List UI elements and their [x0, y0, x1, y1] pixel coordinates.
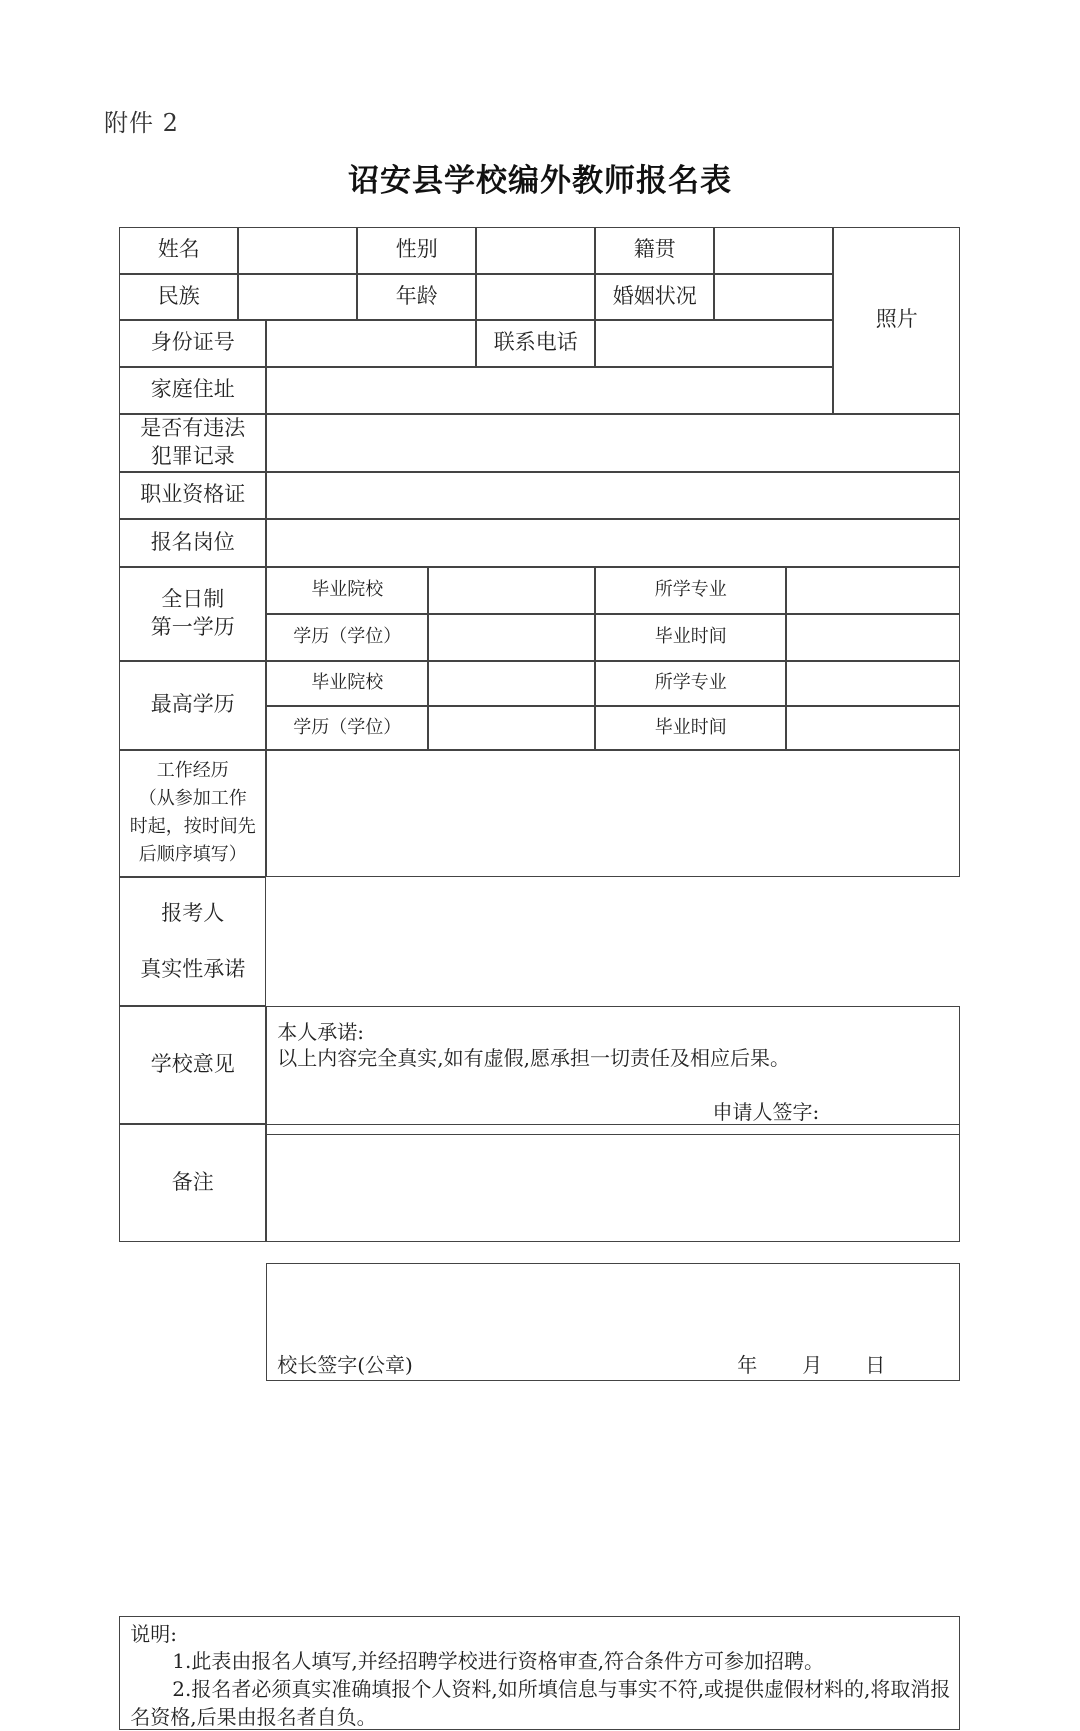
id-number-field[interactable] — [266, 320, 476, 367]
promise-heading: 本人承诺: — [277, 1019, 364, 1044]
notes-item-2: 2.报名者必须真实准确填报个人资料,如所填信息与事实不符,或提供虚假材料的,将取消报名资格,后果由报名者自负。 — [130, 1677, 951, 1729]
work-experience-label-line1: 工作经历 — [156, 760, 229, 782]
fulltime-education-label-line1: 全日制 — [161, 587, 225, 612]
certificate-label: 职业资格证 — [119, 472, 266, 519]
highest-degree-label: 学历（学位） — [266, 706, 428, 750]
native-place-label: 籍贯 — [595, 227, 714, 274]
work-experience-label-line3: 时起，按时间先 — [129, 816, 256, 837]
criminal-record-label-line1: 是否有违法 — [140, 416, 246, 441]
name-field[interactable] — [238, 227, 357, 274]
work-experience-field[interactable] — [266, 750, 960, 877]
school-opinion-field[interactable] — [266, 1263, 960, 1381]
criminal-record-field[interactable] — [266, 414, 960, 472]
fulltime-education-label — [119, 567, 266, 661]
native-place-field[interactable] — [714, 227, 833, 274]
highest-education-label: 最高学历 — [119, 661, 266, 750]
phone-label: 联系电话 — [476, 320, 595, 367]
id-number-label: 身份证号 — [119, 320, 266, 367]
date-month-label: 月 — [802, 1352, 823, 1377]
work-experience-label — [119, 750, 266, 877]
position-label: 报名岗位 — [119, 519, 266, 567]
fulltime-grad-time-field[interactable] — [786, 614, 960, 661]
ethnicity-label: 民族 — [119, 274, 238, 320]
notes-item-1: 1.此表由报名人填写,并经招聘学校进行资格审查,符合条件方可参加招聘。 — [172, 1649, 825, 1673]
promise-label-line1: 报考人 — [161, 901, 225, 926]
promise-field[interactable] — [266, 1006, 960, 1135]
promise-statement: 以上内容完全真实,如有虚假,愿承担一切责任及相应后果。 — [277, 1045, 790, 1070]
criminal-record-label — [119, 414, 266, 472]
address-field[interactable] — [266, 367, 833, 414]
highest-major-field[interactable] — [786, 661, 960, 706]
fulltime-degree-label: 学历（学位） — [266, 614, 428, 661]
page-title: 诏安县学校编外教师报名表 — [348, 163, 732, 200]
marital-status-label: 婚姻状况 — [595, 274, 714, 320]
attachment-label: 附件 2 — [104, 109, 179, 138]
promise-label — [119, 877, 266, 1006]
principal-signature-label: 校长签字(公章) — [277, 1352, 413, 1377]
certificate-field[interactable] — [266, 472, 960, 519]
fulltime-major-field[interactable] — [786, 567, 960, 614]
fulltime-school-field[interactable] — [428, 567, 595, 614]
highest-school-label: 毕业院校 — [266, 661, 428, 706]
highest-grad-time-field[interactable] — [786, 706, 960, 750]
date-day-label: 日 — [865, 1352, 886, 1377]
photo-box[interactable]: 照片 — [833, 227, 960, 414]
age-field[interactable] — [476, 274, 595, 320]
fulltime-major-label: 所学专业 — [595, 567, 786, 614]
school-opinion-label: 学校意见 — [119, 1006, 266, 1124]
marital-status-field[interactable] — [714, 274, 833, 320]
gender-label: 性别 — [357, 227, 476, 274]
position-field[interactable] — [266, 519, 960, 567]
fulltime-grad-time-label: 毕业时间 — [595, 614, 786, 661]
applicant-signature-label: 申请人签字: — [712, 1099, 820, 1124]
name-label: 姓名 — [119, 227, 238, 274]
age-label: 年龄 — [357, 274, 476, 320]
work-experience-label-line2: （从参加工作 — [138, 788, 247, 810]
address-label: 家庭住址 — [119, 367, 266, 414]
gender-field[interactable] — [476, 227, 595, 274]
highest-school-field[interactable] — [428, 661, 595, 706]
fulltime-education-label-line2: 第一学历 — [150, 614, 235, 639]
highest-degree-field[interactable] — [428, 706, 595, 750]
fulltime-school-label: 毕业院校 — [266, 567, 428, 614]
phone-field[interactable] — [595, 320, 833, 367]
remarks-label: 备注 — [119, 1124, 266, 1242]
highest-major-label: 所学专业 — [595, 661, 786, 706]
promise-label-line2: 真实性承诺 — [140, 957, 246, 982]
criminal-record-label-line2: 犯罪记录 — [150, 443, 235, 468]
work-experience-label-line4: 后顺序填写） — [138, 843, 247, 865]
fulltime-degree-field[interactable] — [428, 614, 595, 661]
notes-title: 说明: — [130, 1622, 177, 1646]
date-year-label: 年 — [737, 1352, 758, 1377]
remarks-field[interactable] — [266, 1124, 960, 1242]
highest-grad-time-label: 毕业时间 — [595, 706, 786, 750]
ethnicity-field[interactable] — [238, 274, 357, 320]
notes-box — [119, 1616, 960, 1730]
